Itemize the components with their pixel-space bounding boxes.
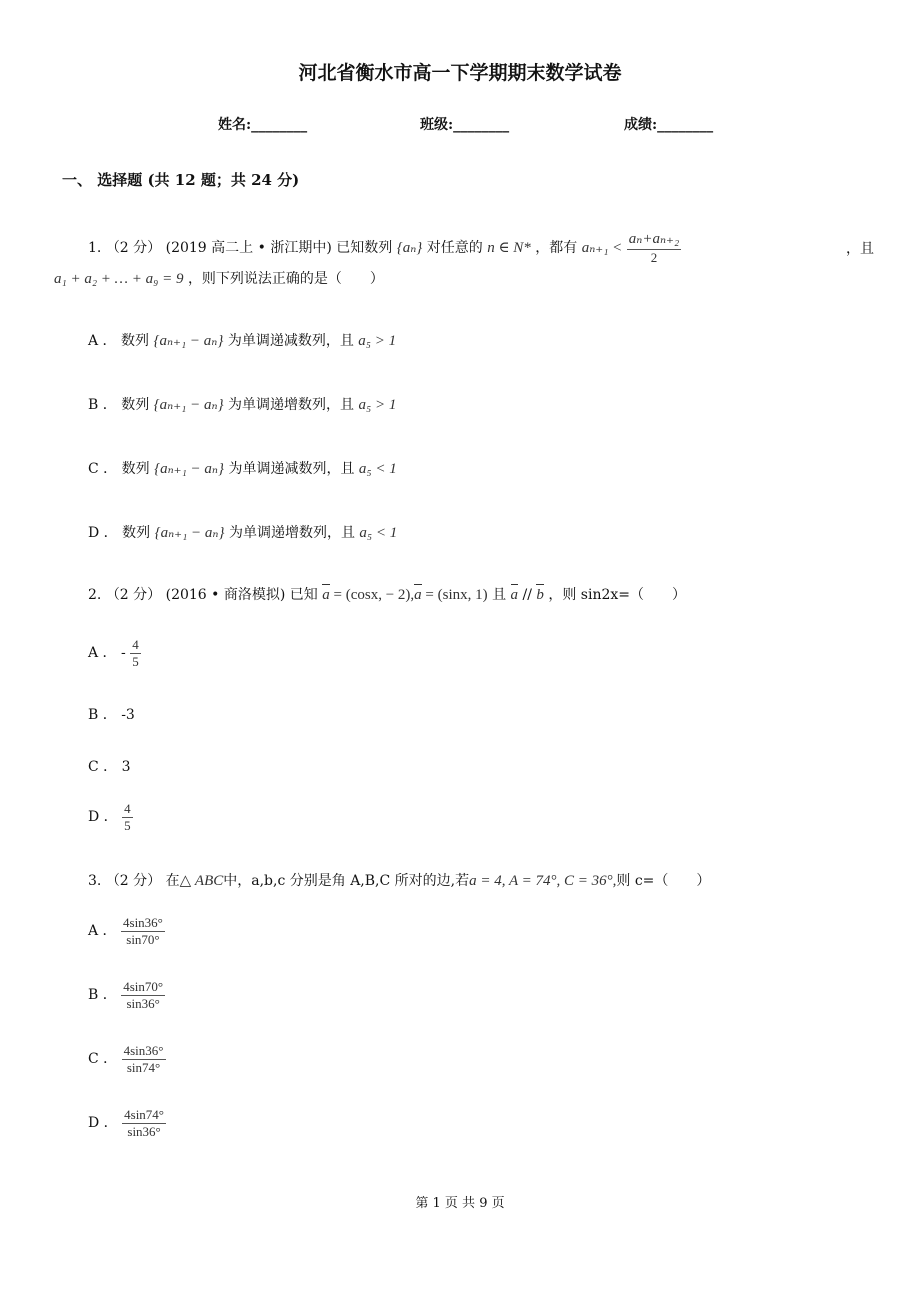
option-math: {aₙ₊₁ − aₙ}	[154, 525, 225, 541]
q3-option-a[interactable]	[88, 916, 165, 946]
option-letter: B ．	[88, 397, 117, 413]
q1-source: (2019 高二上 • 浙江期中)	[165, 240, 332, 257]
option-text: 数列	[121, 397, 150, 413]
q3-text: 在	[165, 873, 180, 889]
page-title: 河北省衡水市高一下学期期末数学试卷	[298, 62, 622, 84]
q2-vector-b-value: = (sinx, 1)	[425, 587, 488, 603]
q1-sum: a₁ + a₂ + … + a₉ = 9	[54, 271, 184, 287]
option-text: 为单调递减数列，且	[227, 333, 354, 349]
class-field	[420, 114, 509, 134]
q3-option-c[interactable]	[88, 1044, 166, 1074]
q2-number: 2.	[88, 587, 102, 603]
class-label: 班级:	[420, 117, 454, 133]
option-math: a₅ < 1	[358, 461, 397, 477]
option-math: {aₙ₊₁ − aₙ}	[153, 397, 224, 413]
option-letter: D ．	[88, 809, 118, 826]
option-letter: D ．	[88, 1115, 118, 1132]
q1-ineq-fraction	[627, 232, 681, 264]
q2-text: 且	[492, 587, 507, 603]
score-blank: ________	[657, 117, 714, 133]
option-text: 数列	[121, 333, 150, 349]
fraction-denominator: 5	[132, 653, 139, 669]
q3-option-d[interactable]	[88, 1108, 166, 1138]
q1-text: ，则下列说法正确的是（ ）	[187, 271, 384, 287]
option-letter: A ．	[88, 645, 117, 662]
option-text: 3	[121, 759, 131, 775]
q3-text: 则 c=（ ）	[616, 873, 711, 889]
fraction-denominator: sin36°	[127, 1123, 161, 1139]
option-fraction	[130, 638, 141, 668]
option-text: 为单调递减数列，且	[228, 461, 355, 477]
option-letter: A ．	[88, 333, 117, 349]
q2-option-c[interactable]	[88, 756, 131, 776]
q2-text: 已知	[289, 587, 318, 603]
score-field	[624, 114, 713, 134]
option-letter: C ．	[88, 1051, 118, 1068]
option-letter: B ．	[88, 707, 117, 723]
q2-points: （2 分）	[105, 587, 162, 603]
score-label: 成绩:	[624, 117, 658, 133]
q1-points: （2 分）	[105, 240, 162, 257]
option-math: {aₙ₊₁ − aₙ}	[153, 333, 224, 349]
fraction-numerator: 4	[132, 637, 139, 652]
class-blank: ________	[453, 117, 510, 133]
fraction-denominator: sin36°	[126, 995, 160, 1011]
q2-source: (2016 • 商洛模拟)	[165, 587, 286, 603]
vector-a: a	[414, 587, 422, 603]
q3-triangle: △ ABC	[179, 873, 224, 889]
option-letter: B ．	[88, 987, 117, 1004]
q2-text: ，则 sin2x=（ ）	[548, 587, 686, 603]
q3-number: 3.	[88, 873, 102, 889]
fraction-denominator: 5	[124, 817, 131, 833]
option-math: {aₙ₊₁ − aₙ}	[154, 461, 224, 477]
q2-stem	[88, 584, 686, 604]
vector-b: b	[536, 587, 544, 603]
option-text: 为单调递增数列，且	[228, 525, 355, 541]
q1-condition: n ∈ N*	[487, 240, 531, 257]
page-footer: 第 1 页 共 9 页	[415, 1196, 505, 1211]
fraction-denominator: sin70°	[126, 931, 160, 947]
option-letter: C ．	[88, 759, 118, 775]
q1-text: 对任意的	[426, 240, 483, 257]
q2-vector-a-value: = (cosx, − 2),	[333, 587, 415, 603]
option-fraction	[121, 916, 165, 946]
option-letter: D ．	[88, 525, 118, 541]
option-math: a₅ > 1	[358, 397, 397, 413]
q1-text: ，且	[846, 241, 874, 257]
section-heading: 一、 选择题 (共 12 题；共 24 分)	[62, 171, 300, 189]
fraction-numerator: 4sin74°	[124, 1107, 165, 1122]
q1-ineq-left: aₙ₊₁ <	[581, 240, 623, 257]
name-field	[218, 114, 307, 134]
fraction-numerator: 4sin70°	[123, 979, 164, 994]
q2-option-a[interactable]	[88, 638, 141, 668]
option-text: 数列	[121, 461, 150, 477]
q3-points: （2 分）	[105, 873, 162, 889]
q1-number: 1.	[88, 240, 102, 257]
option-sign: -	[121, 645, 126, 662]
q2-option-b[interactable]	[88, 704, 135, 724]
fraction-numerator: 4	[124, 801, 131, 816]
q1-text: 已知数列	[336, 240, 393, 257]
vector-a: a	[322, 587, 330, 603]
q3-option-b[interactable]	[88, 980, 165, 1010]
option-text: 数列	[122, 525, 151, 541]
q1-sequence: {aₙ}	[396, 240, 423, 257]
q1-text: ，都有	[535, 240, 578, 257]
fraction-denominator: sin74°	[126, 1059, 161, 1075]
option-fraction	[121, 980, 165, 1010]
option-text: -3	[121, 707, 135, 723]
option-fraction	[122, 802, 133, 832]
option-math: a₅ < 1	[359, 525, 398, 541]
fraction-numerator: aₙ+aₙ₊₂	[627, 232, 681, 250]
q1-stem-line1	[88, 232, 681, 264]
name-label: 姓名:	[218, 117, 252, 133]
fraction-numerator: 4sin36°	[123, 915, 163, 930]
q1-option-b[interactable]	[88, 394, 396, 414]
option-fraction	[122, 1108, 166, 1138]
q1-option-a[interactable]	[88, 330, 396, 350]
q2-option-d[interactable]	[88, 802, 133, 832]
option-letter: A ．	[88, 923, 117, 940]
fraction-denominator: 2	[650, 249, 658, 265]
q3-stem	[88, 870, 710, 890]
q1-stem-line2	[54, 268, 384, 288]
q1-option-c[interactable]	[88, 458, 397, 478]
q1-option-d[interactable]	[88, 522, 397, 542]
option-math: a₅ > 1	[358, 333, 397, 349]
q3-text: 中，a,b,c 分别是角 A,B,C 所对的边,若	[223, 873, 470, 889]
vector-a: a	[510, 587, 519, 603]
name-blank: ________	[251, 117, 308, 133]
option-letter: C ．	[88, 461, 118, 477]
option-text: 为单调递增数列，且	[228, 397, 355, 413]
q3-given: a = 4, A = 74°, C = 36°,	[469, 873, 617, 889]
option-fraction	[122, 1044, 166, 1074]
parallel-symbol: //	[522, 587, 532, 603]
fraction-numerator: 4sin36°	[123, 1043, 164, 1058]
